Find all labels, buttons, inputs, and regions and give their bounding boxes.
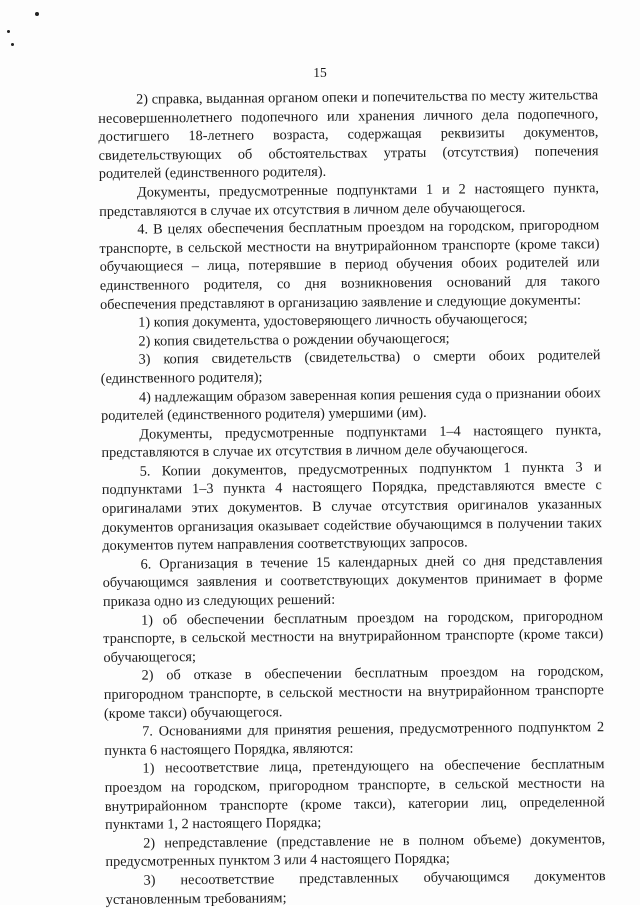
page-number: 15 xyxy=(313,65,327,80)
document-body xyxy=(98,86,606,909)
list-item: 2) копия свидетельства о рождении обучающегося; xyxy=(138,330,450,350)
list-item: 2) об отказе в обеспечении бесплатным проездом на городском, пригородном транспорте, в сельской местности на внутрирайонном транспорте (кроме такси) обучающегося. xyxy=(103,663,604,722)
scan-mark-dot xyxy=(35,12,39,16)
scan-mark-dot xyxy=(11,43,14,46)
paragraph: 2) справка, выданная органом опеки и попечительства по месту жительства несовершеннолетнего подопечного или хранения личного дела подопечного, достигшего 18-летнего возраста, содержащая реквизиты документов, свидетельствующих об обстоятельствах утраты (отсутствия) попечения родителей (единственного родителя). xyxy=(98,87,599,183)
paragraph: Документы, предусмотренные подпунктами 1 и 2 настоящего пункта, представляются в случае их отсутствия в личном деле обучающегося. xyxy=(99,180,600,220)
scan-mark-dot xyxy=(7,30,10,33)
paragraph: 4. В целях обеспечения бесплатным проездом на городском, пригородном транспорте, в сельской местности на внутрирайонном транспорте (кроме такси) обучающиеся – лица, потерявшие в период обучения обоих родителей или единственного родителя, со дня возникновения оснований для такого обеспечения представляют в организацию заявление и следующие документы: xyxy=(99,217,600,313)
paragraph: 7. Основаниями для принятия решения, предусмотренного подпунктом 2 пункта 6 настоящего Порядка, являются: xyxy=(104,719,605,759)
list-item: 1) копия документа, удостоверяющего личность обучающегося; xyxy=(138,311,528,331)
list-item: 3) несоответствие представленных обучающимся документов установленным требованиям; xyxy=(105,868,606,908)
list-item: 4) надлежащим образом заверенная копия решения суда о признании обоих родителей (единственного родителя) умершими (им). xyxy=(101,384,601,425)
paragraph: 6. Организация в течение 15 календарных дней со дня представления обучающимся заявления и соответствующих документов принимает в форме приказа одно из следующих решений: xyxy=(102,552,603,611)
paragraph: Документы, предусмотренные подпунктами 1–4 настоящего пункта, представляются в случае их отсутствия в личном деле обучающегося. xyxy=(101,421,602,462)
list-item: 2) непредставление (представление не в полном объеме) документов, предусмотренных пунктом 3 или 4 настоящего Порядка; xyxy=(105,830,606,871)
paragraph: 5. Копии документов, предусмотренных подпунктом 1 пункта 3 и подпунктами 1–3 пункта 4 настоящего Порядка, представляются вместе с оригиналами этих документов. В случае отсутствия оригиналов указанных документов организация оказывает содействие обучающимся в получении таких документов путем направления соответствующих запросов. xyxy=(101,459,603,555)
list-item: 3) копия свидетельств (свидетельства) о смерти обоих родителей (единственного родителя); xyxy=(100,347,601,387)
list-item: 1) несоответствие лица, претендующего на обеспечение бесплатным проездом на городском, пригородном транспорте, в сельской местности на внутрирайонном транспорте (кроме такси), категории лиц, определенной пунктами 1, 2 настоящего Порядка; xyxy=(104,756,605,834)
list-item: 1) об обеспечении бесплатным проездом на городском, пригородном транспорте, в сельской местности на внутрирайонном транспорте (кроме такси) обучающегося; xyxy=(103,607,604,666)
